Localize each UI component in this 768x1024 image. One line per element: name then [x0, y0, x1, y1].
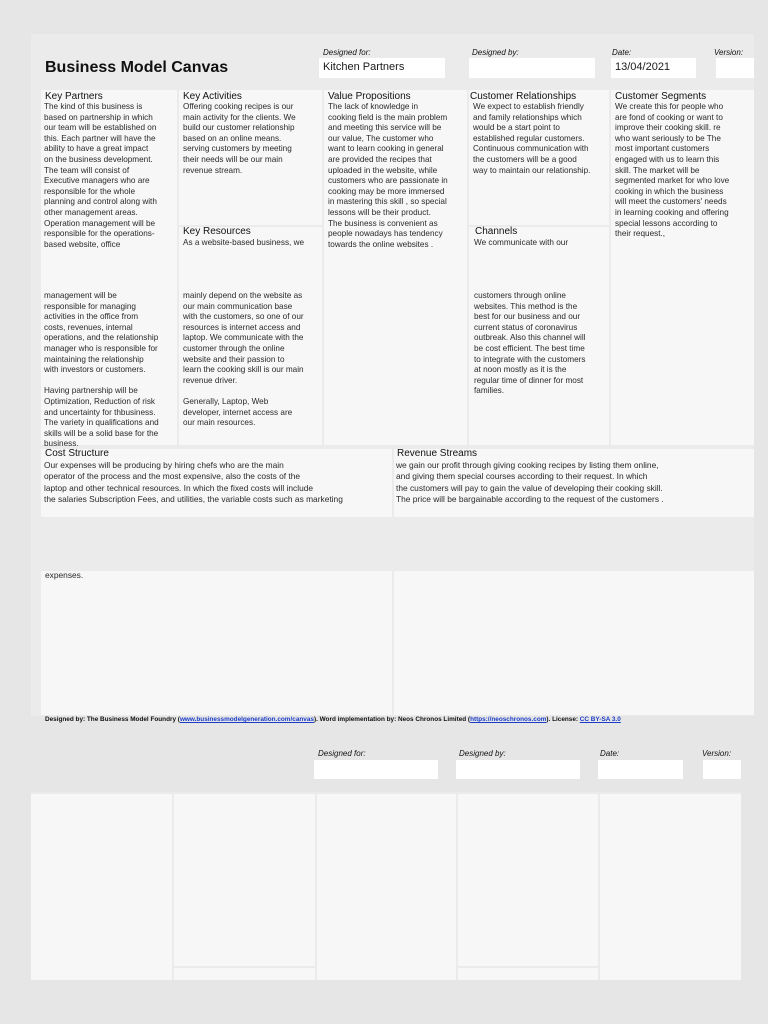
key-activities-text: Offering cooking recipes is our main activity for the clients. We build our customer relationship based on an online means. serving customers by meeting their needs will be our main revenue stream. — [183, 102, 296, 175]
page2-key-resources-cell — [174, 968, 315, 980]
page2-channels-cell — [458, 968, 598, 980]
page2-value-propositions-cell — [317, 794, 456, 980]
page2-version-field[interactable] — [703, 760, 741, 779]
page2-designed-for-label: Designed for: — [318, 749, 366, 758]
designed-for-label: Designed for: — [323, 48, 371, 57]
version-field[interactable] — [716, 58, 754, 78]
key-partners-text: The kind of this business is based on partnership in which our team will be established on this. Each partner will have the ability to have a great impact on the business development. The team will consist of Executive managers who are responsible for the whole planning and control along with other management areas. Operation management will be responsible for the operations- based website, office — [44, 102, 157, 249]
date-field[interactable]: 13/04/2021 — [611, 58, 696, 78]
footer-suffix: ). License: — [546, 716, 580, 723]
page2-designed-for-field[interactable] — [314, 760, 438, 779]
footer-prefix: Designed by: The Business Model Foundry ( — [45, 716, 180, 723]
channels-text: We communicate with our — [474, 238, 569, 247]
page2-version-label: Version: — [702, 749, 732, 758]
page-title: Business Model Canvas — [45, 59, 229, 76]
footer-link-license[interactable]: CC BY-SA 3.0 — [579, 716, 621, 723]
channels-text-continued: customers through online websites. This method is the best for our business and our current status of coronavirus outbreak. Also this channel will be cost efficient. The best time to integrate with the customers at noon mostly as it is the regular time of dinner for most families. — [474, 291, 586, 396]
footer-middle: ). Word implementation by: Neos Chronos Limited ( — [313, 716, 471, 723]
page2-key-activities-cell — [174, 794, 315, 966]
key-partners-heading: Key Partners — [45, 91, 103, 102]
key-partners-text-continued: management will be responsible for managing activities in the office from costs, revenues, internal operations, and the relationship manager who is responsible for maintaining the relationship with investors or customers. Having partnership will be Optimization, Reduction of risk and uncertainty for thbusiness. The variety in qualifications and skills will be a solid base for the business. — [44, 291, 159, 449]
version-label: Version: — [714, 48, 744, 57]
value-propositions-heading: Value Propositions — [328, 91, 411, 102]
footer-link-neoschronos[interactable]: https://neoschronos.com — [470, 716, 547, 723]
designed-by-label: Designed by: — [472, 48, 519, 57]
cost-structure-heading: Cost Structure — [45, 448, 109, 459]
key-resources-text-continued: mainly depend on the website as our main communication base with the customers, so one of our resources is internet access and laptop. We communicate with the customer through the online website and their passion to learn the cooking skill is our main revenue driver. Generally, Laptop, Web developer, internet access are our main resources. — [183, 291, 304, 428]
revenue-streams-text: we gain our profit through giving cooking recipes by listing them online, and giving them special courses according to their request. In which the customers will pay to gain the value of developing their cooking skill. The price will be bargainable according to the request of the customers . — [396, 460, 664, 504]
page2-date-label: Date: — [600, 749, 620, 758]
customer-relationships-heading: Customer Relationships — [470, 91, 577, 102]
cost-structure-cell-continued — [41, 571, 392, 715]
cost-structure-text-continued: expenses. — [45, 570, 84, 580]
page2-customer-segments-cell — [600, 794, 741, 980]
key-activities-heading: Key Activities — [183, 91, 242, 102]
revenue-streams-cell-continued — [394, 571, 754, 715]
channels-heading: Channels — [475, 226, 518, 237]
customer-relationships-text: We expect to establish friendly and family relationships which would be a start point to established regular customers. Continuous communication with the customers will be a good way to maintain our relationship. — [473, 102, 591, 175]
date-label: Date: — [612, 48, 632, 57]
page2-designed-by-field[interactable] — [456, 760, 580, 779]
page2-designed-by-label: Designed by: — [459, 749, 506, 758]
cost-structure-text: Our expenses will be producing by hiring chefs who are the main operator of the process and the most expensive, also the costs of the laptop and other technical resources. In which the fixed costs will include the salaries Subscription Fees, and utilities, the variable costs such as marketing — [44, 460, 343, 504]
key-resources-heading: Key Resources — [183, 226, 251, 237]
footer-link-canvas[interactable]: www.businessmodelgeneration.com/canvas — [179, 716, 314, 723]
designed-by-field[interactable] — [469, 58, 595, 78]
value-propositions-text: The lack of knowledge in cooking field is the main problem and meeting this service will be our value, The customer who want to learn cooking in general are provided the recipes that uploaded in the website, while customers who are passionate in cooking may be more immersed in mastering this skill , so special lessons will be their product. The business is convenient as people nowadays has tendency towards the online websites . — [328, 102, 448, 249]
page2-customer-relationships-cell — [458, 794, 598, 966]
footer-credits — [45, 716, 621, 723]
revenue-streams-heading: Revenue Streams — [397, 448, 478, 459]
key-resources-text: As a website-based business, we — [183, 238, 305, 247]
customer-segments-text: We create this for people who are fond of cooking or want to improve their cooking skill. re who want seriously to be The most important customers engaged with us to learn this skill. The market will be segmented market for who love cooking in which the business will meet the customers' needs in learning cooking and offering special lessons according to their request., — [615, 102, 730, 239]
page2-date-field[interactable] — [598, 760, 683, 779]
page2-key-partners-cell — [31, 794, 172, 980]
designed-for-field[interactable]: Kitchen Partners — [319, 58, 445, 78]
customer-segments-heading: Customer Segments — [615, 91, 707, 102]
